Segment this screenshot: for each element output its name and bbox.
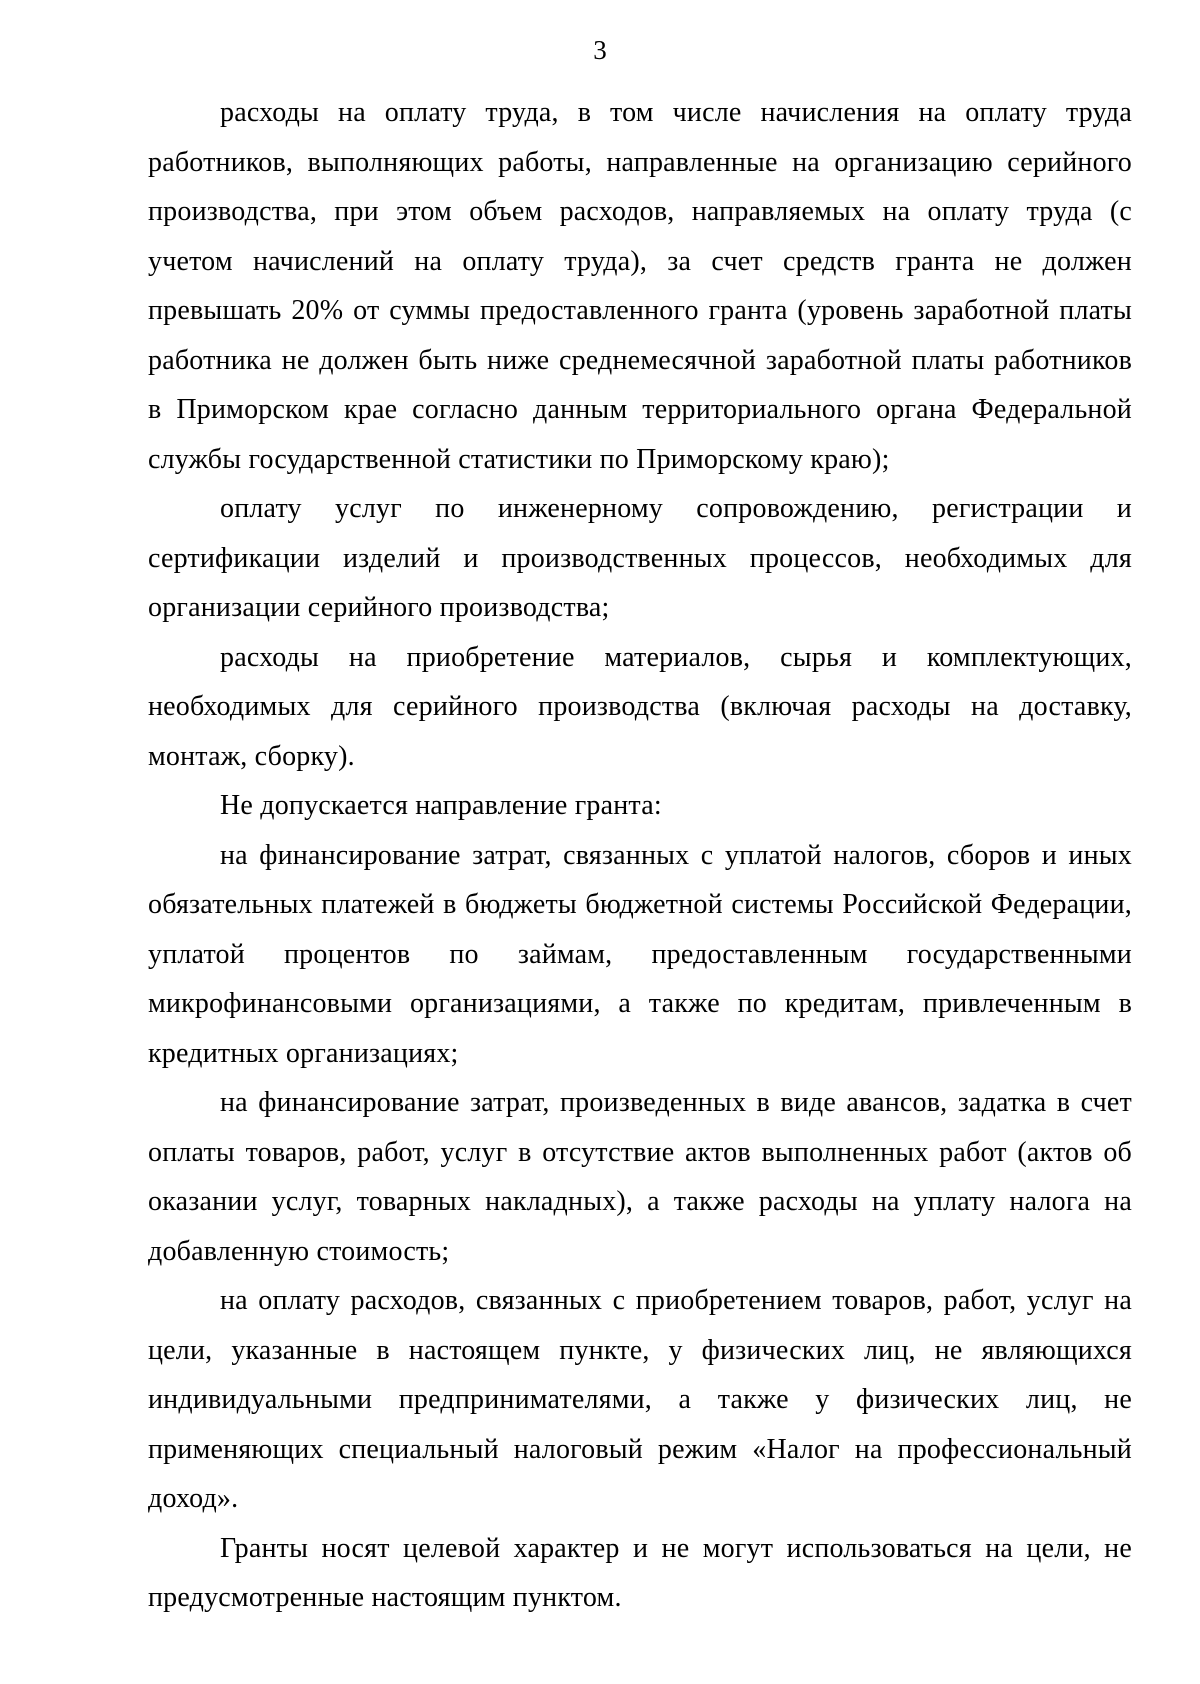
- paragraph-individuals: на оплату расходов, связанных с приобретением товаров, работ, услуг на цели, указанные в настоящем пункте, у физических лиц, не являющихся индивидуальными предпринимателями, а также у физических лиц, не применяющих специальный налоговый режим «Налог на профессиональный доход».: [148, 1285, 1132, 1514]
- page-number: 3: [593, 35, 607, 65]
- paragraph-not-allowed-heading: Не допускается направление гранта:: [220, 790, 662, 821]
- paragraph-labor-costs: расходы на оплату труда, в том числе начисления на оплату труда работников, выполняющих работы, направленные на организацию серийного производства, при этом объем расходов, направляемых на оплату труда (с учетом начислений на оплату труда), за счет средств гранта не должен превышать 20% от суммы предоставленного гранта (уровень заработной платы работника не должен быть ниже среднемесячной заработной платы работников в Приморском крае согласно данным территориального органа Федеральной службы государственной статистики по Приморскому краю);: [148, 97, 1132, 475]
- paragraph-engineering-services: оплату услуг по инженерному сопровождению, регистрации и сертификации изделий и производственных процессов, необходимых для организации серийного производства;: [148, 493, 1132, 623]
- paragraph-materials: расходы на приобретение материалов, сырья и комплектующих, необходимых для серийного производства (включая расходы на доставку, монтаж, сборку).: [148, 641, 1132, 772]
- paragraph-taxes: на финансирование затрат, связанных с уплатой налогов, сборов и иных обязательных платежей в бюджеты бюджетной системы Российской Федерации, уплатой процентов по займам, предоставленным государственными микрофинансовыми организациями, а также по кредитам, привлеченным в кредитных организациях;: [148, 839, 1132, 1069]
- document-body: [148, 88, 1132, 1623]
- paragraph-target-use: Гранты носят целевой характер и не могут использоваться на цели, не предусмотренные настоящим пунктом.: [148, 1532, 1132, 1613]
- paragraph-advances: на финансирование затрат, произведенных в виде авансов, задатка в счет оплаты товаров, работ, услуг в отсутствие актов выполненных работ (актов об оказании услуг, товарных накладных), а также расходы на уплату налога на добавленную стоимость;: [148, 1087, 1132, 1267]
